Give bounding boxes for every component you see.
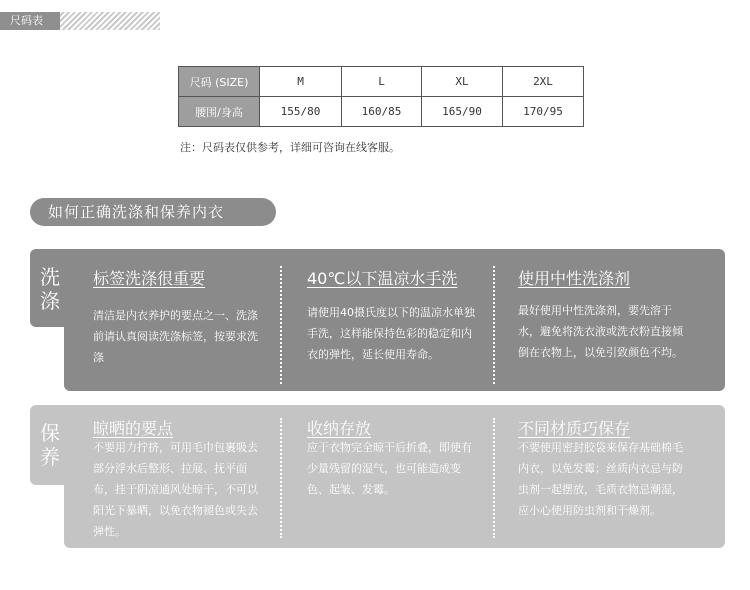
column-divider <box>280 266 282 384</box>
measure-cell: 155/80 <box>260 97 342 127</box>
size-row-label: 尺码 (SIZE) <box>179 67 260 97</box>
wash-col-text-2: 请使用40摄氏度以下的温凉水单独手洗，这样能保持色彩的稳定和内衣的弹性，延长使用寿命。 <box>307 306 475 361</box>
wash-col-title-3: 使用中性洗涤剂 <box>518 269 631 288</box>
measure-cell: 165/90 <box>422 97 503 127</box>
wash-side-label-2: 涤 <box>40 289 60 313</box>
care-col-text-1: 不要用力拧挤，可用毛巾包裹吸去部分浮水后整形、拉展、抚平面布，挂于阴凉通风处晾干，不可以阳光下暴晒，以免衣物褪色或失去弹性。 <box>93 441 258 538</box>
column-divider <box>493 266 495 384</box>
size-cell: M <box>260 67 342 97</box>
wash-side-label-1: 洗 <box>40 265 60 289</box>
measure-cell: 160/85 <box>342 97 422 127</box>
section-title: 如何正确洗涤和保养内衣 <box>30 198 276 226</box>
care-col-text-3: 不要使用密封胶袋来保存基础棉毛内衣，以免发霉；丝质内衣忌与防虫剂一起摆放，毛质衣物忌潮湿，应小心使用防虫剂和干燥剂。 <box>518 441 683 517</box>
care-col-title-2: 收纳存放 <box>307 419 372 438</box>
column-divider <box>493 418 495 538</box>
care-side-label-2: 养 <box>40 445 60 469</box>
care-side-label-1: 保 <box>40 421 60 445</box>
header-label: 尺码表 <box>0 12 60 30</box>
measure-row-label: 腰围/身高 <box>179 97 260 127</box>
size-cell: 2XL <box>503 67 584 97</box>
wash-col-title-1: 标签洗涤很重要 <box>93 269 206 288</box>
size-cell: L <box>342 67 422 97</box>
care-col-title-1: 晾晒的要点 <box>93 419 174 438</box>
size-table <box>178 66 584 127</box>
care-col-text-2: 应于衣物完全晾干后折叠，即使有少量残留的湿气，也可能造成变色、起皱、发霉。 <box>307 441 472 496</box>
care-col-title-3: 不同材质巧保存 <box>518 419 631 438</box>
measure-cell: 170/95 <box>503 97 584 127</box>
wash-col-text-1: 清洁是内衣养护的要点之一、洗涤前请认真阅读洗涤标签，按要求洗涤 <box>93 309 258 364</box>
wash-col-text-3: 最好使用中性洗涤剂，要先溶于水，避免将洗衣液或洗衣粉直接倾倒在衣物上，以免引致颜色不均。 <box>518 304 683 359</box>
table-row <box>179 97 584 127</box>
wash-col-title-2: 40℃以下温凉水手洗 <box>307 269 458 288</box>
size-note: 注：尺码表仅供参考，详细可咨询在线客服。 <box>180 141 400 154</box>
column-divider <box>280 418 282 538</box>
size-cell: XL <box>422 67 503 97</box>
table-row <box>179 67 584 97</box>
header-tag <box>0 12 160 30</box>
